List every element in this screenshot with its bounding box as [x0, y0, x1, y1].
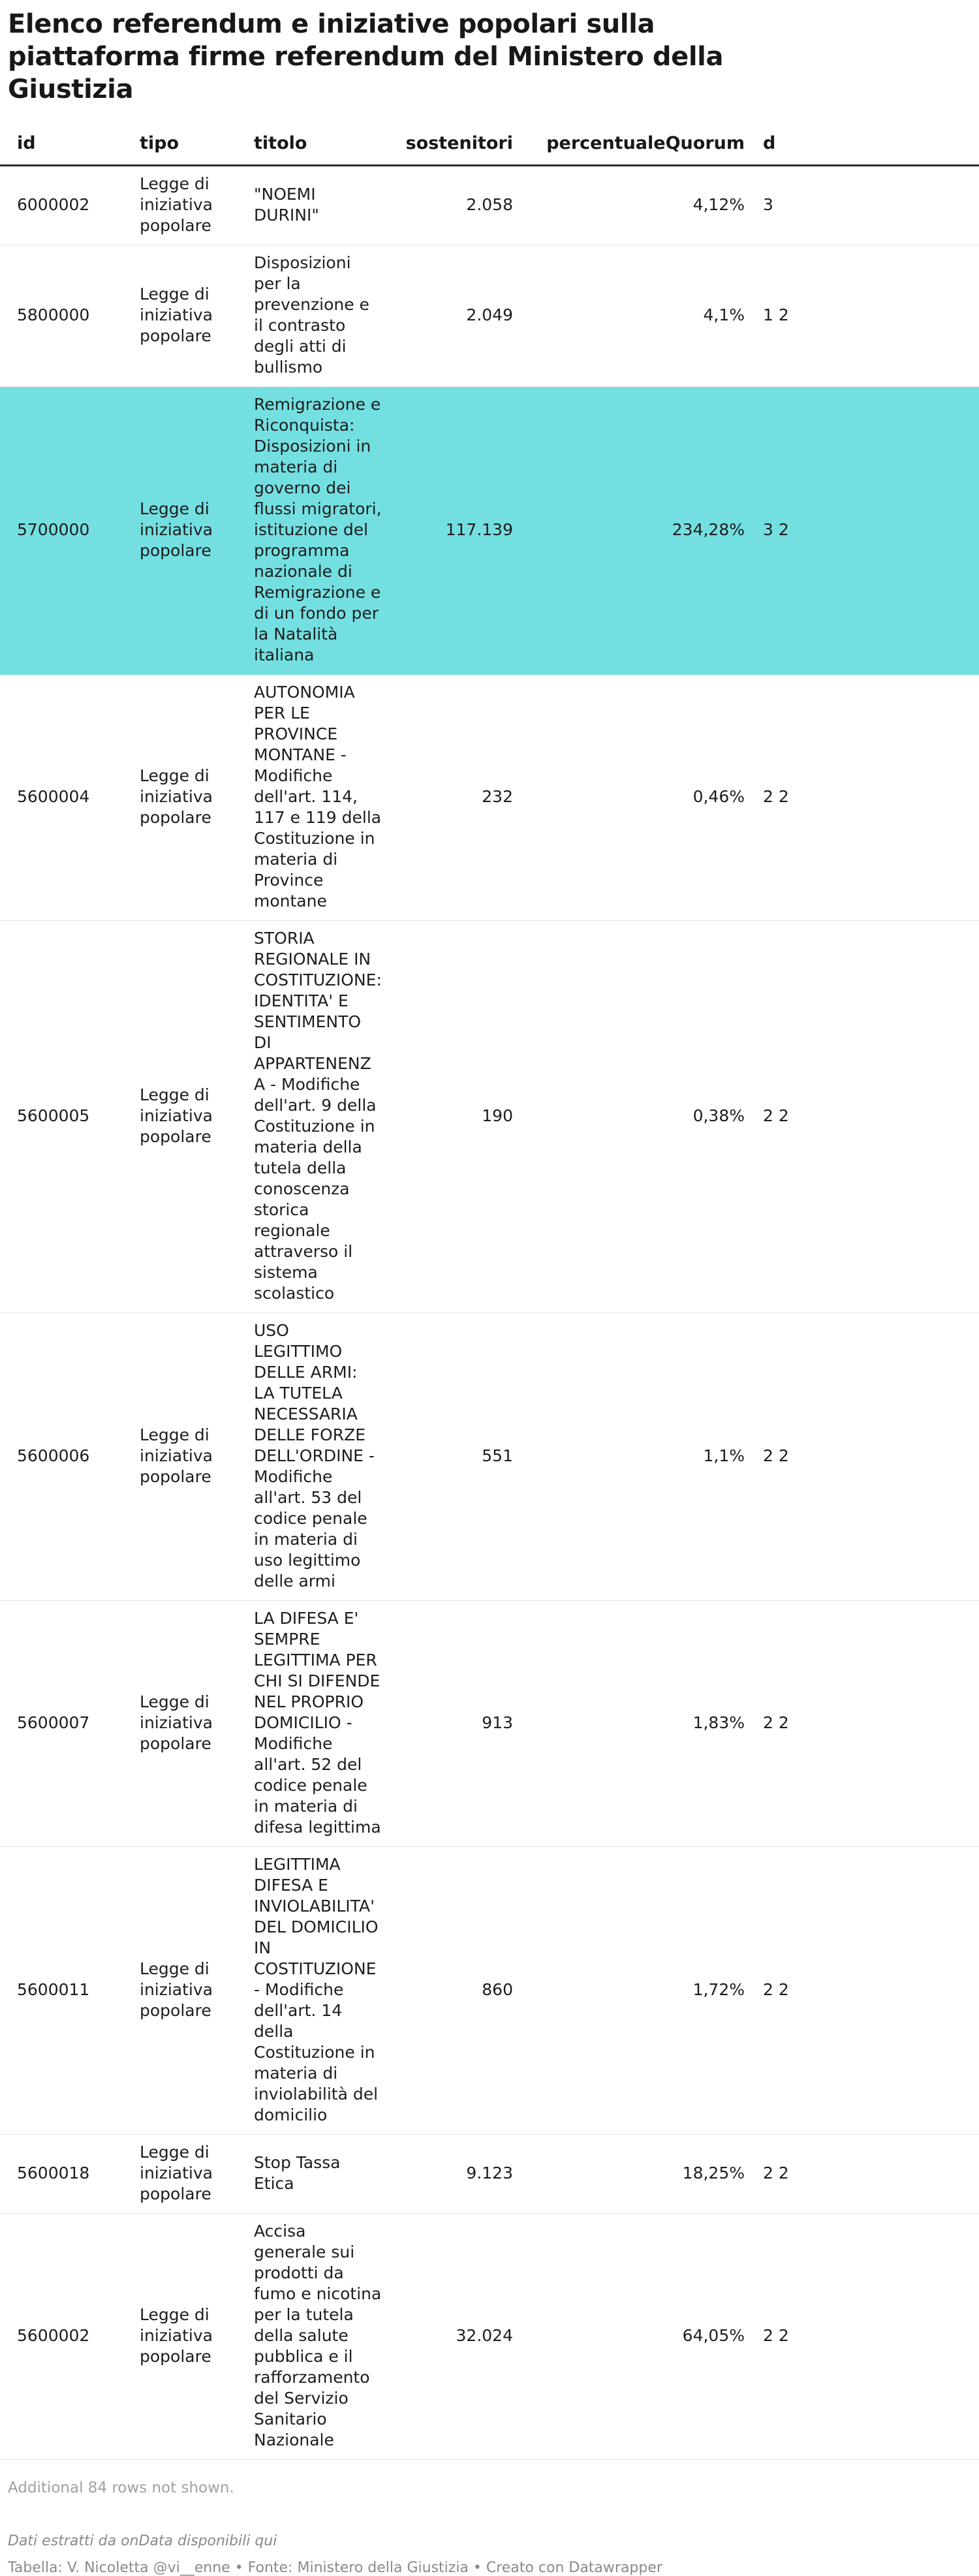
cell-id: 5600005 — [0, 921, 131, 1313]
table-header-row — [0, 133, 979, 166]
cell-data: 2 2 — [754, 675, 979, 921]
table-row — [0, 245, 979, 387]
cell-sostenitori: 190 — [395, 921, 522, 1313]
column-header-id[interactable]: id — [0, 133, 131, 166]
table-row — [0, 921, 979, 1313]
cell-data: 2 2 — [754, 2135, 979, 2214]
cell-sostenitori: 32.024 — [395, 2214, 522, 2460]
cell-data: 3 2 — [754, 387, 979, 675]
cell-tipo: Legge di iniziativa popolare — [131, 1313, 245, 1601]
cell-data: 2 2 — [754, 1847, 979, 2135]
cell-id: 6000002 — [0, 166, 131, 245]
cell-sostenitori: 232 — [395, 675, 522, 921]
cell-data: 2 2 — [754, 2214, 979, 2460]
cell-tipo: Legge di iniziativa popolare — [131, 675, 245, 921]
cell-titolo: AUTONOMIA PER LE PROVINCE MONTANE - Modifiche dell'art. 114, 117 e 119 della Costituzione in materia di Province montane — [245, 675, 395, 921]
cell-id: 5800000 — [0, 245, 131, 387]
cell-titolo: Disposizioni per la prevenzione e il contrasto degli atti di bullismo — [245, 245, 395, 387]
cell-tipo: Legge di iniziativa popolare — [131, 245, 245, 387]
cell-id: 5600004 — [0, 675, 131, 921]
cell-titolo: LEGITTIMA DIFESA E INVIOLABILITA' DEL DOMICILIO IN COSTITUZIONE - Modifiche dell'art. 14 della Costituzione in materia di inviolabilità del domicilio — [245, 1847, 395, 2135]
byline: Tabella: V. Nicoletta @vi__enne • Fonte: Ministero della Giustizia • Creato con Datawrapper — [8, 2560, 662, 2576]
cell-id: 5600007 — [0, 1601, 131, 1847]
cell-titolo: Stop Tassa Etica — [245, 2135, 395, 2214]
table-row — [0, 2135, 979, 2214]
column-header-titolo[interactable]: titolo — [245, 133, 395, 166]
table-row — [0, 1313, 979, 1601]
cell-id: 5600011 — [0, 1847, 131, 2135]
table-row — [0, 387, 979, 675]
chart-title: Elenco referendum e iniziative popolari sulla piattaforma firme referendum del Ministero della Giustizia — [8, 9, 724, 104]
cell-sostenitori: 2.049 — [395, 245, 522, 387]
cell-titolo: USO LEGITTIMO DELLE ARMI: LA TUTELA NECESSARIA DELLE FORZE DELL'ORDINE - Modifiche all'art. 53 del codice penale in materia di uso legittimo delle armi — [245, 1313, 395, 1601]
cell-percentuale-quorum: 0,38% — [522, 921, 754, 1313]
cell-sostenitori: 551 — [395, 1313, 522, 1601]
cell-tipo: Legge di iniziativa popolare — [131, 2135, 245, 2214]
table-row — [0, 166, 979, 245]
cell-percentuale-quorum: 1,72% — [522, 1847, 754, 2135]
cell-data: 2 2 — [754, 1601, 979, 1847]
cell-titolo: "NOEMI DURINI" — [245, 166, 395, 245]
rows-not-shown-note: Additional 84 rows not shown. — [8, 2479, 234, 2496]
table-row — [0, 1847, 979, 2135]
column-header-sostenitori[interactable]: sostenitori — [395, 133, 522, 166]
cell-percentuale-quorum: 64,05% — [522, 2214, 754, 2460]
source-note[interactable]: Dati estratti da onData disponibili qui — [8, 2533, 277, 2549]
cell-data: 3 — [754, 166, 979, 245]
cell-tipo: Legge di iniziativa popolare — [131, 387, 245, 675]
cell-tipo: Legge di iniziativa popolare — [131, 2214, 245, 2460]
table-row — [0, 675, 979, 921]
cell-titolo: Remigrazione e Riconquista: Disposizioni in materia di governo dei flussi migratori, istituzione del programma nazionale di Remigrazione e di un fondo per la Natalità italiana — [245, 387, 395, 675]
cell-sostenitori: 860 — [395, 1847, 522, 2135]
cell-titolo: LA DIFESA E' SEMPRE LEGITTIMA PER CHI SI DIFENDE NEL PROPRIO DOMICILIO - Modifiche all'art. 52 del codice penale in materia di difesa legittima — [245, 1601, 395, 1847]
table-row — [0, 2214, 979, 2460]
cell-sostenitori: 2.058 — [395, 166, 522, 245]
cell-id: 5600002 — [0, 2214, 131, 2460]
column-header-data[interactable]: d — [754, 133, 979, 166]
cell-data: 2 2 — [754, 921, 979, 1313]
cell-tipo: Legge di iniziativa popolare — [131, 1601, 245, 1847]
column-header-percentuale-quorum[interactable]: percentualeQuorum — [522, 133, 754, 166]
cell-id: 5600018 — [0, 2135, 131, 2214]
referendum-table — [0, 133, 979, 2460]
cell-id: 5600006 — [0, 1313, 131, 1601]
column-header-tipo[interactable]: tipo — [131, 133, 245, 166]
cell-sostenitori: 117.139 — [395, 387, 522, 675]
cell-percentuale-quorum: 234,28% — [522, 387, 754, 675]
cell-tipo: Legge di iniziativa popolare — [131, 921, 245, 1313]
table-body — [0, 166, 979, 2460]
cell-titolo: STORIA REGIONALE IN COSTITUZIONE: IDENTITA' E SENTIMENTO DI APPARTENENZA - Modifiche dell'art. 9 della Costituzione in materia della tutela della conoscenza storica regionale attraverso il sistema scolastico — [245, 921, 395, 1313]
cell-percentuale-quorum: 1,83% — [522, 1601, 754, 1847]
cell-tipo: Legge di iniziativa popolare — [131, 1847, 245, 2135]
cell-percentuale-quorum: 1,1% — [522, 1313, 754, 1601]
cell-sostenitori: 9.123 — [395, 2135, 522, 2214]
table-row — [0, 1601, 979, 1847]
cell-percentuale-quorum: 18,25% — [522, 2135, 754, 2214]
table-container[interactable] — [0, 133, 796, 2460]
cell-percentuale-quorum: 0,46% — [522, 675, 754, 921]
cell-titolo: Accisa generale sui prodotti da fumo e nicotina per la tutela della salute pubblica e il rafforzamento del Servizio Sanitario Nazionale — [245, 2214, 395, 2460]
cell-sostenitori: 913 — [395, 1601, 522, 1847]
cell-tipo: Legge di iniziativa popolare — [131, 166, 245, 245]
cell-id: 5700000 — [0, 387, 131, 675]
cell-percentuale-quorum: 4,1% — [522, 245, 754, 387]
cell-data: 2 2 — [754, 1313, 979, 1601]
cell-data: 1 2 — [754, 245, 979, 387]
cell-percentuale-quorum: 4,12% — [522, 166, 754, 245]
